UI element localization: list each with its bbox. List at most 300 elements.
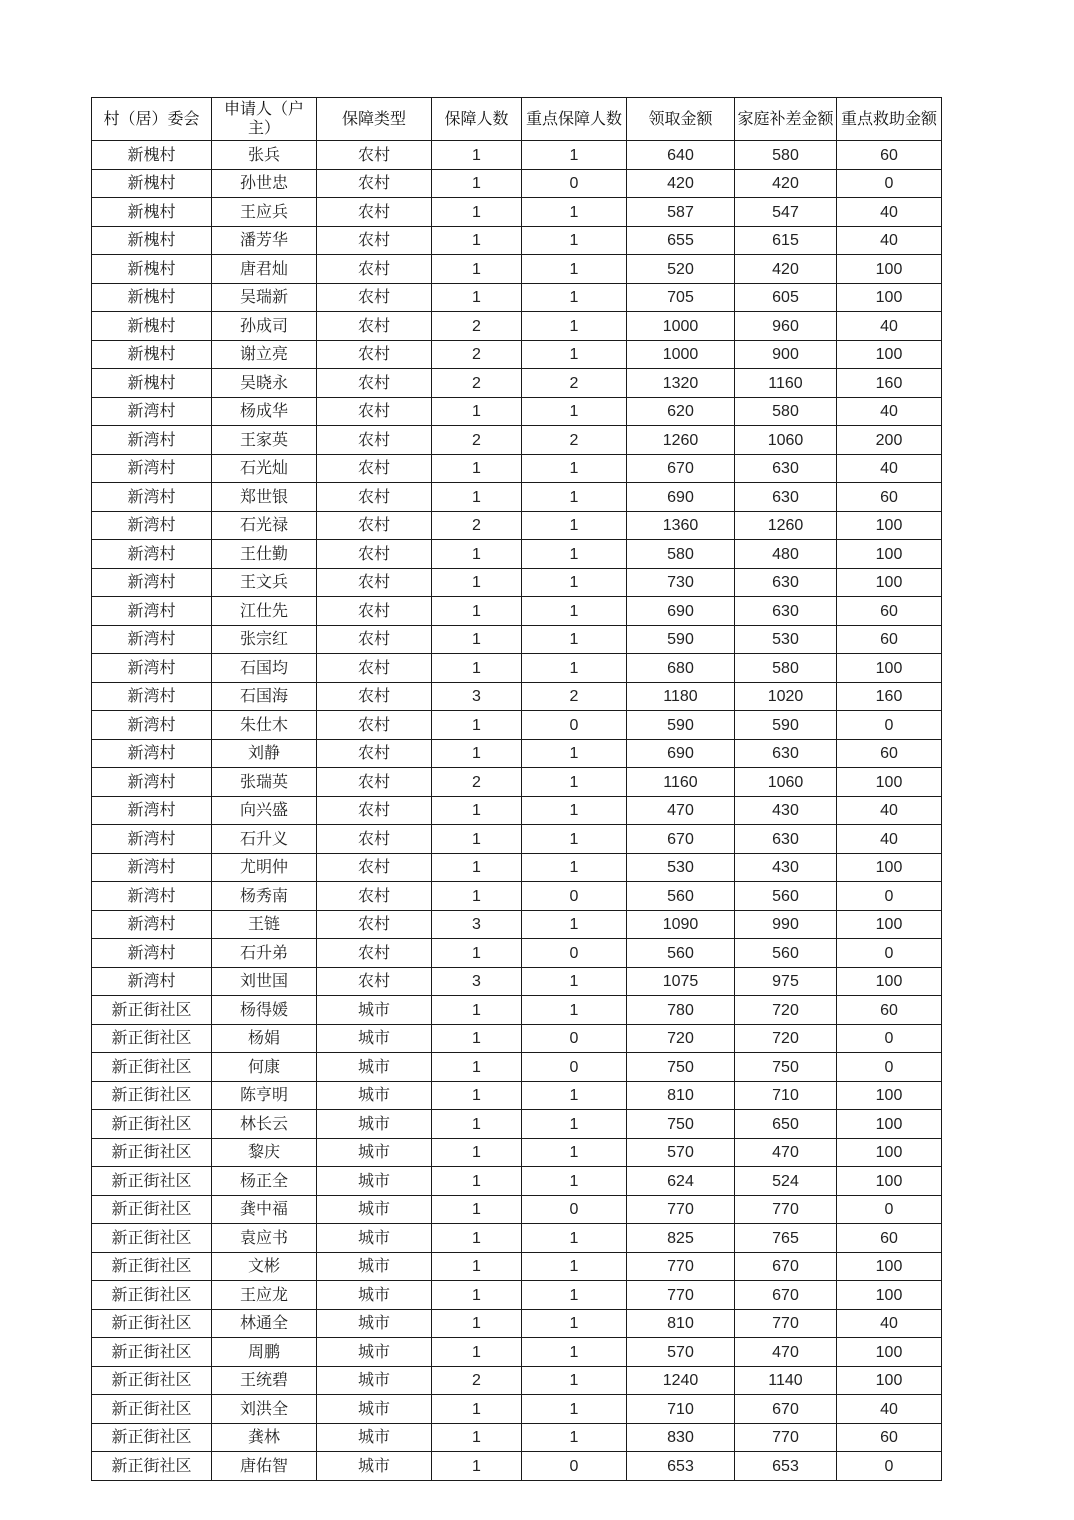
table-row	[92, 1366, 942, 1395]
cell-family-supplement: 770	[735, 1423, 837, 1452]
cell-committee: 新湾村	[92, 939, 212, 968]
cell-amount-received: 690	[627, 483, 735, 512]
cell-covered-count: 1	[432, 625, 522, 654]
cell-applicant: 杨正全	[212, 1167, 317, 1196]
cell-amount-received: 1000	[627, 312, 735, 341]
cell-key-covered-count: 1	[522, 1423, 627, 1452]
cell-key-relief-amount: 100	[837, 283, 942, 312]
cell-committee: 新正街社区	[92, 1224, 212, 1253]
cell-key-covered-count: 0	[522, 1195, 627, 1224]
cell-family-supplement: 1260	[735, 511, 837, 540]
cell-key-relief-amount: 60	[837, 625, 942, 654]
table-row	[92, 682, 942, 711]
cell-applicant: 林通全	[212, 1309, 317, 1338]
cell-key-covered-count: 1	[522, 483, 627, 512]
cell-key-relief-amount: 160	[837, 369, 942, 398]
table-row	[92, 1281, 942, 1310]
cell-covered-count: 1	[432, 1167, 522, 1196]
cell-key-covered-count: 1	[522, 1081, 627, 1110]
cell-covered-count: 1	[432, 597, 522, 626]
cell-assistance-type: 农村	[317, 768, 432, 797]
cell-amount-received: 730	[627, 568, 735, 597]
table-row	[92, 1195, 942, 1224]
header-key-relief-amount: 重点救助金额	[837, 98, 942, 141]
cell-amount-received: 560	[627, 882, 735, 911]
cell-key-covered-count: 1	[522, 825, 627, 854]
cell-family-supplement: 580	[735, 141, 837, 170]
cell-key-relief-amount: 60	[837, 483, 942, 512]
cell-assistance-type: 农村	[317, 511, 432, 540]
cell-family-supplement: 430	[735, 796, 837, 825]
cell-family-supplement: 710	[735, 1081, 837, 1110]
cell-applicant: 石国均	[212, 654, 317, 683]
cell-assistance-type: 农村	[317, 654, 432, 683]
cell-family-supplement: 615	[735, 226, 837, 255]
cell-key-covered-count: 1	[522, 1366, 627, 1395]
cell-applicant: 唐君灿	[212, 255, 317, 284]
table-row	[92, 1224, 942, 1253]
cell-family-supplement: 480	[735, 540, 837, 569]
cell-key-covered-count: 1	[522, 397, 627, 426]
cell-covered-count: 1	[432, 1081, 522, 1110]
cell-key-relief-amount: 100	[837, 853, 942, 882]
cell-covered-count: 2	[432, 369, 522, 398]
cell-amount-received: 530	[627, 853, 735, 882]
cell-applicant: 石国海	[212, 682, 317, 711]
cell-family-supplement: 653	[735, 1452, 837, 1481]
assistance-table	[91, 97, 942, 1481]
cell-applicant: 文彬	[212, 1252, 317, 1281]
cell-assistance-type: 农村	[317, 882, 432, 911]
cell-assistance-type: 城市	[317, 1452, 432, 1481]
cell-key-relief-amount: 100	[837, 511, 942, 540]
cell-committee: 新正街社区	[92, 1252, 212, 1281]
cell-assistance-type: 农村	[317, 141, 432, 170]
cell-amount-received: 1180	[627, 682, 735, 711]
cell-applicant: 龚中福	[212, 1195, 317, 1224]
cell-key-relief-amount: 0	[837, 1452, 942, 1481]
cell-assistance-type: 农村	[317, 454, 432, 483]
cell-covered-count: 2	[432, 426, 522, 455]
cell-assistance-type: 农村	[317, 597, 432, 626]
cell-key-relief-amount: 100	[837, 340, 942, 369]
cell-family-supplement: 560	[735, 882, 837, 911]
cell-family-supplement: 1060	[735, 426, 837, 455]
cell-key-covered-count: 1	[522, 853, 627, 882]
cell-family-supplement: 605	[735, 283, 837, 312]
cell-applicant: 杨娟	[212, 1024, 317, 1053]
cell-family-supplement: 720	[735, 1024, 837, 1053]
cell-assistance-type: 城市	[317, 996, 432, 1025]
cell-amount-received: 1075	[627, 967, 735, 996]
table-row	[92, 369, 942, 398]
cell-assistance-type: 城市	[317, 1110, 432, 1139]
cell-committee: 新湾村	[92, 739, 212, 768]
cell-covered-count: 1	[432, 1224, 522, 1253]
cell-covered-count: 2	[432, 340, 522, 369]
cell-key-covered-count: 1	[522, 1167, 627, 1196]
cell-applicant: 陈亨明	[212, 1081, 317, 1110]
cell-committee: 新湾村	[92, 397, 212, 426]
cell-family-supplement: 430	[735, 853, 837, 882]
cell-key-relief-amount: 40	[837, 226, 942, 255]
cell-key-covered-count: 1	[522, 511, 627, 540]
cell-committee: 新正街社区	[92, 1195, 212, 1224]
cell-applicant: 王应龙	[212, 1281, 317, 1310]
cell-key-relief-amount: 100	[837, 654, 942, 683]
cell-assistance-type: 城市	[317, 1423, 432, 1452]
cell-key-covered-count: 1	[522, 1395, 627, 1424]
cell-key-relief-amount: 100	[837, 1252, 942, 1281]
cell-assistance-type: 城市	[317, 1366, 432, 1395]
cell-applicant: 杨得媛	[212, 996, 317, 1025]
cell-assistance-type: 农村	[317, 568, 432, 597]
cell-applicant: 刘洪全	[212, 1395, 317, 1424]
cell-amount-received: 1240	[627, 1366, 735, 1395]
cell-covered-count: 1	[432, 711, 522, 740]
cell-amount-received: 830	[627, 1423, 735, 1452]
cell-committee: 新正街社区	[92, 1309, 212, 1338]
cell-amount-received: 624	[627, 1167, 735, 1196]
cell-committee: 新正街社区	[92, 1024, 212, 1053]
cell-key-covered-count: 1	[522, 198, 627, 227]
cell-covered-count: 1	[432, 1281, 522, 1310]
cell-committee: 新湾村	[92, 483, 212, 512]
cell-committee: 新湾村	[92, 768, 212, 797]
cell-key-relief-amount: 160	[837, 682, 942, 711]
cell-applicant: 王应兵	[212, 198, 317, 227]
cell-amount-received: 810	[627, 1081, 735, 1110]
table-row	[92, 312, 942, 341]
cell-amount-received: 750	[627, 1110, 735, 1139]
cell-committee: 新湾村	[92, 882, 212, 911]
cell-applicant: 张宗红	[212, 625, 317, 654]
table-row	[92, 1138, 942, 1167]
cell-amount-received: 720	[627, 1024, 735, 1053]
cell-committee: 新正街社区	[92, 1138, 212, 1167]
cell-family-supplement: 720	[735, 996, 837, 1025]
cell-assistance-type: 城市	[317, 1252, 432, 1281]
cell-key-relief-amount: 0	[837, 169, 942, 198]
cell-key-relief-amount: 60	[837, 1224, 942, 1253]
cell-key-relief-amount: 0	[837, 882, 942, 911]
cell-amount-received: 780	[627, 996, 735, 1025]
cell-applicant: 王统碧	[212, 1366, 317, 1395]
cell-applicant: 石光灿	[212, 454, 317, 483]
cell-applicant: 向兴盛	[212, 796, 317, 825]
cell-key-relief-amount: 0	[837, 1195, 942, 1224]
cell-covered-count: 1	[432, 1338, 522, 1367]
cell-key-covered-count: 1	[522, 454, 627, 483]
table-row	[92, 1110, 942, 1139]
cell-committee: 新湾村	[92, 967, 212, 996]
cell-family-supplement: 670	[735, 1252, 837, 1281]
cell-covered-count: 1	[432, 283, 522, 312]
cell-covered-count: 1	[432, 1110, 522, 1139]
cell-key-relief-amount: 0	[837, 711, 942, 740]
table-row	[92, 882, 942, 911]
table-row	[92, 340, 942, 369]
cell-committee: 新湾村	[92, 853, 212, 882]
cell-committee: 新正街社区	[92, 1452, 212, 1481]
table-row	[92, 939, 942, 968]
cell-family-supplement: 590	[735, 711, 837, 740]
cell-assistance-type: 农村	[317, 340, 432, 369]
cell-amount-received: 680	[627, 654, 735, 683]
cell-applicant: 石升弟	[212, 939, 317, 968]
cell-key-covered-count: 1	[522, 967, 627, 996]
cell-family-supplement: 530	[735, 625, 837, 654]
cell-key-relief-amount: 100	[837, 910, 942, 939]
cell-covered-count: 1	[432, 255, 522, 284]
cell-covered-count: 2	[432, 768, 522, 797]
table-row	[92, 1338, 942, 1367]
header-committee: 村（居）委会	[92, 98, 212, 141]
cell-family-supplement: 960	[735, 312, 837, 341]
cell-key-relief-amount: 60	[837, 597, 942, 626]
cell-key-covered-count: 0	[522, 939, 627, 968]
cell-committee: 新槐村	[92, 169, 212, 198]
cell-committee: 新槐村	[92, 369, 212, 398]
table-row	[92, 141, 942, 170]
cell-key-covered-count: 1	[522, 910, 627, 939]
cell-covered-count: 1	[432, 540, 522, 569]
cell-family-supplement: 580	[735, 654, 837, 683]
table-row	[92, 1081, 942, 1110]
cell-family-supplement: 765	[735, 1224, 837, 1253]
cell-applicant: 谢立亮	[212, 340, 317, 369]
cell-key-relief-amount: 100	[837, 1366, 942, 1395]
cell-committee: 新湾村	[92, 796, 212, 825]
table-row	[92, 255, 942, 284]
table-row	[92, 454, 942, 483]
cell-applicant: 王文兵	[212, 568, 317, 597]
cell-applicant: 尤明仲	[212, 853, 317, 882]
cell-key-covered-count: 1	[522, 540, 627, 569]
cell-committee: 新湾村	[92, 682, 212, 711]
cell-committee: 新槐村	[92, 141, 212, 170]
table-row	[92, 198, 942, 227]
cell-key-covered-count: 1	[522, 625, 627, 654]
cell-key-covered-count: 1	[522, 283, 627, 312]
cell-amount-received: 1160	[627, 768, 735, 797]
cell-assistance-type: 农村	[317, 711, 432, 740]
table-row	[92, 1053, 942, 1082]
cell-covered-count: 1	[432, 1309, 522, 1338]
cell-family-supplement: 670	[735, 1395, 837, 1424]
cell-family-supplement: 1140	[735, 1366, 837, 1395]
cell-assistance-type: 农村	[317, 796, 432, 825]
cell-covered-count: 1	[432, 141, 522, 170]
cell-assistance-type: 农村	[317, 682, 432, 711]
cell-amount-received: 420	[627, 169, 735, 198]
cell-covered-count: 3	[432, 967, 522, 996]
cell-applicant: 吴晓永	[212, 369, 317, 398]
cell-applicant: 潘芳华	[212, 226, 317, 255]
cell-key-covered-count: 2	[522, 369, 627, 398]
cell-key-relief-amount: 100	[837, 540, 942, 569]
cell-amount-received: 560	[627, 939, 735, 968]
cell-family-supplement: 750	[735, 1053, 837, 1082]
cell-committee: 新湾村	[92, 625, 212, 654]
cell-key-relief-amount: 60	[837, 141, 942, 170]
cell-key-relief-amount: 40	[837, 312, 942, 341]
table-row	[92, 426, 942, 455]
cell-key-covered-count: 1	[522, 255, 627, 284]
cell-committee: 新正街社区	[92, 1338, 212, 1367]
cell-covered-count: 2	[432, 312, 522, 341]
cell-assistance-type: 农村	[317, 312, 432, 341]
cell-family-supplement: 630	[735, 825, 837, 854]
cell-covered-count: 1	[432, 1053, 522, 1082]
cell-family-supplement: 470	[735, 1138, 837, 1167]
cell-committee: 新槐村	[92, 226, 212, 255]
cell-assistance-type: 农村	[317, 910, 432, 939]
cell-covered-count: 1	[432, 996, 522, 1025]
cell-key-relief-amount: 40	[837, 825, 942, 854]
cell-key-covered-count: 1	[522, 796, 627, 825]
cell-key-relief-amount: 40	[837, 198, 942, 227]
table-row	[92, 1167, 942, 1196]
cell-committee: 新正街社区	[92, 1053, 212, 1082]
cell-committee: 新正街社区	[92, 1167, 212, 1196]
cell-covered-count: 1	[432, 483, 522, 512]
cell-family-supplement: 650	[735, 1110, 837, 1139]
cell-committee: 新槐村	[92, 255, 212, 284]
cell-covered-count: 1	[432, 1195, 522, 1224]
cell-covered-count: 1	[432, 1395, 522, 1424]
cell-key-covered-count: 1	[522, 597, 627, 626]
cell-key-relief-amount: 40	[837, 1309, 942, 1338]
cell-applicant: 朱仕木	[212, 711, 317, 740]
cell-amount-received: 825	[627, 1224, 735, 1253]
cell-amount-received: 1360	[627, 511, 735, 540]
table-row	[92, 625, 942, 654]
cell-applicant: 郑世银	[212, 483, 317, 512]
cell-amount-received: 1090	[627, 910, 735, 939]
table-row	[92, 568, 942, 597]
cell-family-supplement: 630	[735, 568, 837, 597]
cell-key-relief-amount: 100	[837, 1081, 942, 1110]
table-row	[92, 283, 942, 312]
cell-assistance-type: 城市	[317, 1281, 432, 1310]
cell-key-relief-amount: 40	[837, 796, 942, 825]
cell-amount-received: 590	[627, 711, 735, 740]
cell-applicant: 杨成华	[212, 397, 317, 426]
cell-covered-count: 1	[432, 1452, 522, 1481]
table-row	[92, 1024, 942, 1053]
cell-key-relief-amount: 60	[837, 996, 942, 1025]
cell-key-relief-amount: 100	[837, 967, 942, 996]
cell-applicant: 孙世忠	[212, 169, 317, 198]
cell-key-covered-count: 0	[522, 169, 627, 198]
header-covered-count: 保障人数	[432, 98, 522, 141]
cell-key-covered-count: 0	[522, 711, 627, 740]
cell-key-relief-amount: 0	[837, 1053, 942, 1082]
table-row	[92, 511, 942, 540]
cell-key-covered-count: 1	[522, 312, 627, 341]
cell-covered-count: 2	[432, 1366, 522, 1395]
cell-covered-count: 1	[432, 853, 522, 882]
cell-committee: 新槐村	[92, 283, 212, 312]
cell-key-relief-amount: 100	[837, 255, 942, 284]
cell-applicant: 刘静	[212, 739, 317, 768]
cell-assistance-type: 农村	[317, 426, 432, 455]
cell-covered-count: 3	[432, 682, 522, 711]
cell-assistance-type: 农村	[317, 967, 432, 996]
cell-assistance-type: 农村	[317, 198, 432, 227]
cell-applicant: 杨秀南	[212, 882, 317, 911]
cell-applicant: 张兵	[212, 141, 317, 170]
cell-committee: 新湾村	[92, 426, 212, 455]
cell-applicant: 袁应书	[212, 1224, 317, 1253]
cell-key-covered-count: 0	[522, 1024, 627, 1053]
cell-family-supplement: 770	[735, 1195, 837, 1224]
cell-key-covered-count: 1	[522, 768, 627, 797]
cell-key-covered-count: 1	[522, 996, 627, 1025]
cell-committee: 新槐村	[92, 198, 212, 227]
cell-applicant: 石升义	[212, 825, 317, 854]
cell-key-covered-count: 1	[522, 1252, 627, 1281]
cell-amount-received: 580	[627, 540, 735, 569]
header-row	[92, 98, 942, 141]
table-row	[92, 1252, 942, 1281]
cell-family-supplement: 1160	[735, 369, 837, 398]
cell-amount-received: 670	[627, 825, 735, 854]
cell-key-covered-count: 1	[522, 739, 627, 768]
cell-assistance-type: 城市	[317, 1338, 432, 1367]
cell-key-covered-count: 1	[522, 1138, 627, 1167]
cell-key-covered-count: 1	[522, 568, 627, 597]
cell-amount-received: 705	[627, 283, 735, 312]
cell-applicant: 王链	[212, 910, 317, 939]
cell-family-supplement: 420	[735, 169, 837, 198]
cell-committee: 新槐村	[92, 312, 212, 341]
table-row	[92, 739, 942, 768]
cell-covered-count: 1	[432, 796, 522, 825]
cell-assistance-type: 农村	[317, 939, 432, 968]
cell-covered-count: 1	[432, 169, 522, 198]
cell-key-covered-count: 0	[522, 1053, 627, 1082]
cell-assistance-type: 城市	[317, 1309, 432, 1338]
cell-applicant: 孙成司	[212, 312, 317, 341]
cell-applicant: 石光禄	[212, 511, 317, 540]
table-row	[92, 967, 942, 996]
cell-committee: 新槐村	[92, 340, 212, 369]
table-row	[92, 825, 942, 854]
cell-committee: 新湾村	[92, 454, 212, 483]
cell-family-supplement: 770	[735, 1309, 837, 1338]
table-row	[92, 1423, 942, 1452]
table-row	[92, 1395, 942, 1424]
header-applicant: 申请人（户主）	[212, 98, 317, 141]
cell-assistance-type: 农村	[317, 169, 432, 198]
cell-family-supplement: 900	[735, 340, 837, 369]
cell-committee: 新正街社区	[92, 1110, 212, 1139]
cell-key-covered-count: 1	[522, 654, 627, 683]
cell-covered-count: 1	[432, 1423, 522, 1452]
cell-applicant: 王仕勤	[212, 540, 317, 569]
cell-assistance-type: 农村	[317, 853, 432, 882]
cell-amount-received: 670	[627, 454, 735, 483]
cell-key-covered-count: 1	[522, 340, 627, 369]
cell-amount-received: 655	[627, 226, 735, 255]
cell-key-covered-count: 1	[522, 226, 627, 255]
cell-key-relief-amount: 40	[837, 454, 942, 483]
cell-covered-count: 1	[432, 654, 522, 683]
cell-key-relief-amount: 40	[837, 1395, 942, 1424]
cell-key-covered-count: 2	[522, 426, 627, 455]
